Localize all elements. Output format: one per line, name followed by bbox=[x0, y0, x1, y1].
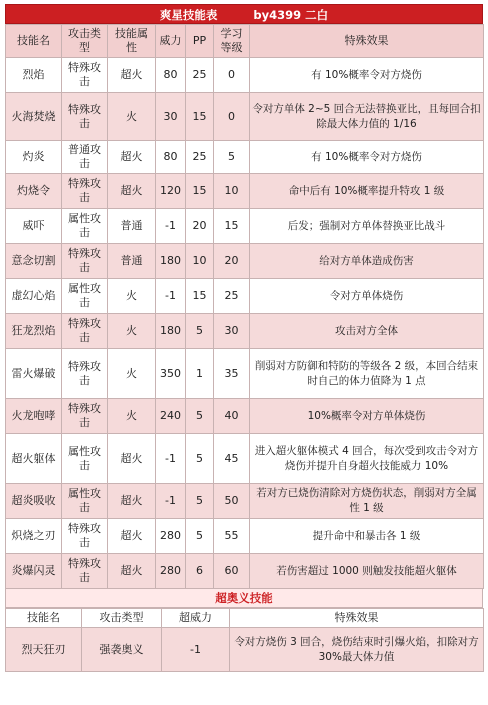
skill-name: 炽烧之刃 bbox=[6, 519, 62, 554]
skill-power: 240 bbox=[156, 399, 186, 434]
skill-name: 火海焚烧 bbox=[6, 93, 62, 141]
skills-table bbox=[5, 24, 484, 589]
header-cell: 技能属性 bbox=[108, 25, 156, 58]
skill-power: 80 bbox=[156, 58, 186, 93]
skill-power: -1 bbox=[156, 484, 186, 519]
skill-power: -1 bbox=[156, 279, 186, 314]
skill-level: 45 bbox=[214, 434, 250, 484]
skill-power: 120 bbox=[156, 174, 186, 209]
skill-pp: 6 bbox=[186, 554, 214, 589]
skill-effect: 进入超火躯体模式 4 回合，每次受到攻击令对方烧伤并提升自身超火技能威力 10% bbox=[250, 434, 484, 484]
skill-type: 特殊攻击 bbox=[62, 399, 108, 434]
ultimate-name: 烈天狂刃 bbox=[6, 628, 82, 672]
skill-pp: 15 bbox=[186, 93, 214, 141]
skill-name: 火龙咆哮 bbox=[6, 399, 62, 434]
skill-pp: 5 bbox=[186, 434, 214, 484]
header-cell: 特殊效果 bbox=[250, 25, 484, 58]
skill-attr: 超火 bbox=[108, 554, 156, 589]
skill-type: 普通攻击 bbox=[62, 141, 108, 174]
skill-name: 超火躯体 bbox=[6, 434, 62, 484]
skill-type: 属性攻击 bbox=[62, 434, 108, 484]
skill-effect: 攻击对方全体 bbox=[250, 314, 484, 349]
skill-attr: 普通 bbox=[108, 209, 156, 244]
skill-pp: 15 bbox=[186, 174, 214, 209]
skill-type: 特殊攻击 bbox=[62, 93, 108, 141]
skill-name: 灼炎 bbox=[6, 141, 62, 174]
skill-attr: 火 bbox=[108, 314, 156, 349]
skill-level: 60 bbox=[214, 554, 250, 589]
skill-attr: 火 bbox=[108, 93, 156, 141]
table-title-bar bbox=[5, 4, 483, 24]
skill-type: 属性攻击 bbox=[62, 279, 108, 314]
skill-row bbox=[6, 399, 484, 434]
skill-type: 特殊攻击 bbox=[62, 58, 108, 93]
skill-type: 属性攻击 bbox=[62, 484, 108, 519]
ultimate-type: 强袭奥义 bbox=[82, 628, 162, 672]
skill-type: 特殊攻击 bbox=[62, 554, 108, 589]
skill-effect: 令对方单体 2~5 回合无法替换亚比，且每回合扣除最大体力值的 1/16 bbox=[250, 93, 484, 141]
skill-effect: 10%概率令对方单体烧伤 bbox=[250, 399, 484, 434]
skill-row bbox=[6, 209, 484, 244]
skill-pp: 20 bbox=[186, 209, 214, 244]
skill-row bbox=[6, 519, 484, 554]
skill-effect: 后发；强制对方单体替换亚比战斗 bbox=[250, 209, 484, 244]
skill-level: 25 bbox=[214, 279, 250, 314]
skill-power: 180 bbox=[156, 314, 186, 349]
table-credit: by4399 二白 bbox=[253, 8, 329, 22]
skill-power: 180 bbox=[156, 244, 186, 279]
table-title: 爽星技能表 bbox=[159, 8, 218, 22]
skill-attr: 超火 bbox=[108, 484, 156, 519]
skill-type: 特殊攻击 bbox=[62, 314, 108, 349]
skill-attr: 超火 bbox=[108, 434, 156, 484]
skill-level: 10 bbox=[214, 174, 250, 209]
skill-row bbox=[6, 434, 484, 484]
skill-name: 雷火爆破 bbox=[6, 349, 62, 399]
skill-level: 15 bbox=[214, 209, 250, 244]
skill-type: 特殊攻击 bbox=[62, 244, 108, 279]
ultimate-section-title: 超奥义技能 bbox=[5, 589, 483, 608]
skill-type: 特殊攻击 bbox=[62, 519, 108, 554]
skill-type: 特殊攻击 bbox=[62, 349, 108, 399]
skill-name: 意念切割 bbox=[6, 244, 62, 279]
skill-level: 20 bbox=[214, 244, 250, 279]
skill-effect: 提升命中和暴击各 1 级 bbox=[250, 519, 484, 554]
skill-effect: 若伤害超过 1000 则触发技能超火躯体 bbox=[250, 554, 484, 589]
skill-level: 5 bbox=[214, 141, 250, 174]
skill-attr: 火 bbox=[108, 279, 156, 314]
header-cell: 威力 bbox=[156, 25, 186, 58]
skill-effect: 令对方单体烧伤 bbox=[250, 279, 484, 314]
skills-body bbox=[6, 58, 484, 589]
skill-pp: 5 bbox=[186, 314, 214, 349]
skill-name: 威吓 bbox=[6, 209, 62, 244]
skill-name: 狂龙烈焰 bbox=[6, 314, 62, 349]
skill-effect: 命中后有 10%概率提升特攻 1 级 bbox=[250, 174, 484, 209]
skill-row bbox=[6, 314, 484, 349]
skill-attr: 超火 bbox=[108, 58, 156, 93]
header-cell: PP bbox=[186, 25, 214, 58]
header-cell: 超威力 bbox=[162, 609, 230, 628]
skill-attr: 火 bbox=[108, 399, 156, 434]
skill-pp: 25 bbox=[186, 58, 214, 93]
skill-power: 80 bbox=[156, 141, 186, 174]
skill-name: 烈焰 bbox=[6, 58, 62, 93]
skill-attr: 普通 bbox=[108, 244, 156, 279]
skill-table-container bbox=[5, 4, 483, 672]
skill-level: 40 bbox=[214, 399, 250, 434]
skill-row bbox=[6, 349, 484, 399]
skills-header-row bbox=[6, 25, 484, 58]
skill-name: 虚幻心焰 bbox=[6, 279, 62, 314]
skill-name: 炎爆闪灵 bbox=[6, 554, 62, 589]
skill-level: 55 bbox=[214, 519, 250, 554]
skill-attr: 火 bbox=[108, 349, 156, 399]
skill-attr: 超火 bbox=[108, 174, 156, 209]
skill-pp: 15 bbox=[186, 279, 214, 314]
skill-effect: 有 10%概率令对方烧伤 bbox=[250, 58, 484, 93]
skill-level: 50 bbox=[214, 484, 250, 519]
ultimate-power: -1 bbox=[162, 628, 230, 672]
skill-level: 0 bbox=[214, 58, 250, 93]
header-cell: 攻击类型 bbox=[62, 25, 108, 58]
ultimate-effect: 令对方烧伤 3 回合，烧伤结束时引爆火焰，扣除对方 30%最大体力值 bbox=[230, 628, 484, 672]
skill-attr: 超火 bbox=[108, 141, 156, 174]
skill-name: 超炎吸收 bbox=[6, 484, 62, 519]
skill-level: 0 bbox=[214, 93, 250, 141]
skill-pp: 5 bbox=[186, 519, 214, 554]
skill-level: 35 bbox=[214, 349, 250, 399]
skill-row bbox=[6, 244, 484, 279]
skill-pp: 25 bbox=[186, 141, 214, 174]
header-cell: 学习等级 bbox=[214, 25, 250, 58]
skill-power: 30 bbox=[156, 93, 186, 141]
skill-pp: 10 bbox=[186, 244, 214, 279]
header-cell: 特殊效果 bbox=[230, 609, 484, 628]
skill-power: 280 bbox=[156, 554, 186, 589]
skill-effect: 若对方已烧伤清除对方烧伤状态，削弱对方全属性 1 级 bbox=[250, 484, 484, 519]
skill-pp: 1 bbox=[186, 349, 214, 399]
ultimate-row bbox=[6, 628, 484, 672]
skill-pp: 5 bbox=[186, 399, 214, 434]
skill-effect: 削弱对方防御和特防的等级各 2 级，本回合结束时自己的体力值降为 1 点 bbox=[250, 349, 484, 399]
skill-effect: 给对方单体造成伤害 bbox=[250, 244, 484, 279]
skill-row bbox=[6, 484, 484, 519]
skill-power: 350 bbox=[156, 349, 186, 399]
skill-level: 30 bbox=[214, 314, 250, 349]
skill-row bbox=[6, 279, 484, 314]
skill-type: 特殊攻击 bbox=[62, 174, 108, 209]
skill-power: -1 bbox=[156, 434, 186, 484]
skill-power: -1 bbox=[156, 209, 186, 244]
skill-row bbox=[6, 93, 484, 141]
skill-name: 灼烧令 bbox=[6, 174, 62, 209]
skill-type: 属性攻击 bbox=[62, 209, 108, 244]
skill-row bbox=[6, 174, 484, 209]
skill-row bbox=[6, 554, 484, 589]
header-cell: 技能名 bbox=[6, 609, 82, 628]
skill-row bbox=[6, 58, 484, 93]
skill-pp: 5 bbox=[186, 484, 214, 519]
ultimate-table bbox=[5, 608, 484, 672]
skill-effect: 有 10%概率令对方烧伤 bbox=[250, 141, 484, 174]
header-cell: 技能名 bbox=[6, 25, 62, 58]
skill-power: 280 bbox=[156, 519, 186, 554]
skill-attr: 超火 bbox=[108, 519, 156, 554]
skill-row bbox=[6, 141, 484, 174]
ultimate-header-row bbox=[6, 609, 484, 628]
header-cell: 攻击类型 bbox=[82, 609, 162, 628]
